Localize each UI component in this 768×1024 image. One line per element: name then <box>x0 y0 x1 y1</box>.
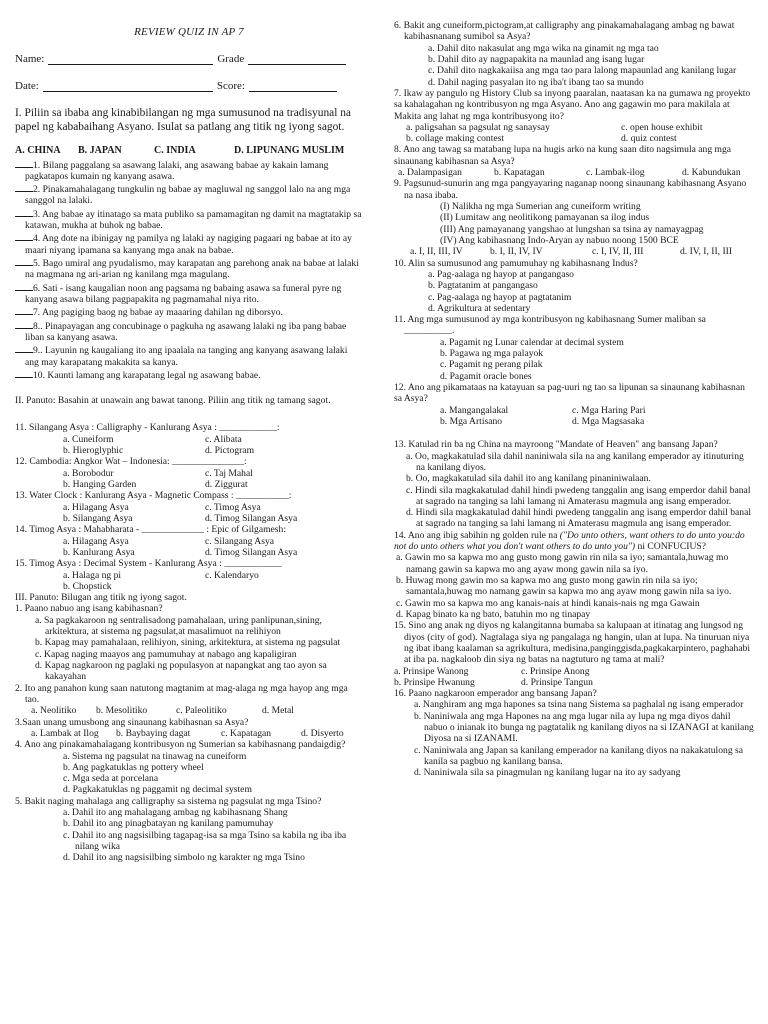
p3-question-6: 6. Bakit ang cuneiform,pictogram,at calligraphy ang pinakamahalagang ambag ng bawat kabihasnanang sumibol sa Asya? a. Dahil dito nakasulat ang mga wika na ginamit ng mga tao b. Dahil dito ay nagpapakita na maunlad ang isang lugar c. Dahil dito nagkakaiisa ang mga tao para lalong mapaunlad ang kanilang lugar d. Dahil naging pasyalan ito ng iba't ibang tao sa mundo <box>394 20 754 88</box>
date-label: Date: <box>15 79 39 92</box>
option[interactable]: a. I, II, III, IV <box>410 246 463 258</box>
part1-items <box>15 159 363 382</box>
page-title: REVIEW QUIZ IN AP 7 <box>134 26 244 38</box>
option[interactable]: c. Prinsipe Anong <box>521 665 590 677</box>
option[interactable]: c. Mga seda at porcelana <box>63 773 159 785</box>
name-grade-row <box>15 53 363 66</box>
option[interactable]: a. Lambak at Ilog <box>31 727 99 739</box>
question-11: 11. Silangang Asya : Calligraphy - Kanlurang Asya : ____________: a. Cuneiform c. Alibata b. Hieroglyphic d. Pictogram <box>15 422 363 456</box>
option[interactable]: b. Dahil ito ang pinagbatayan ng kanilang pamumuhay <box>63 818 274 830</box>
option[interactable]: d. Dahil naging pasyalan ito ng iba't ibang tao sa mundo <box>428 76 644 88</box>
option[interactable]: d. IV, I, II, III <box>680 246 733 258</box>
part1-item: 8.. Pinapayagan ang concubinage o pagkuha ng asawang lalaki ng iba pang babae liban sa kanyang asawa. <box>15 320 363 344</box>
option[interactable]: c. Mga Haring Pari <box>572 404 646 416</box>
option[interactable]: d. Timog Silangan Asya <box>205 512 298 524</box>
p3-question-8: 8. Ano ang tawag sa matabang lupa na hugis arko na kung saan dito nagsimula ang mga sinaunang kabihasnan sa Asya? a. Dalampasigan b. Kapatagan c. Lambak-ilog d. Kabundukan <box>394 144 754 178</box>
option[interactable]: a. Prinsipe Wanong <box>394 665 469 677</box>
option[interactable]: a. Gawin mo sa kapwa mo ang gusto mong gawin rin nila sa iyo; samantala,huwag mo namang gawin sa kapwa mo ang ayaw mong gawin nila sa iyo. <box>396 552 729 575</box>
part1-item: 6. Sati - isang kaugalian noon ang pagsama ng babaing asawa sa funeral pyre ng kanyang asawa bilang pagpapakita ng pagmamahal niya rito. <box>15 282 363 306</box>
option[interactable]: c. Alibata <box>205 433 242 445</box>
option[interactable]: b. collage making contest <box>406 133 505 145</box>
part1-choices <box>15 145 363 157</box>
option[interactable]: d. Kabundukan <box>682 167 741 179</box>
option[interactable]: d. Prinsipe Tangun <box>521 676 593 688</box>
option[interactable]: c. open house exhibit <box>621 121 703 133</box>
option[interactable]: d. Ziggurat <box>205 479 248 491</box>
event: (III) Ang pamayanang yangshao at lungshan sa tsina ay namayagpag <box>440 223 704 235</box>
question-12: 12. Cambodia: Angkor Wat – Indonesia: _______________: a. Borobodur c. Taj Mahal b. Hanging Garden d. Ziggurat <box>15 456 363 490</box>
option[interactable]: b. Dahil dito ay nagpapakita na maunlad ang isang lugar <box>428 53 645 65</box>
option[interactable]: c. Silangang Asya <box>205 535 275 547</box>
name-field[interactable] <box>48 53 213 65</box>
option[interactable]: a. Nanghiram ang mga hapones sa tsina nang Sistema sa paghalal ng isang emperador <box>414 699 744 711</box>
choice-c: C. INDIA <box>154 144 196 156</box>
part1-item: 10. Kaunti lamang ang karapatang legal ng asawang babae. <box>15 369 363 381</box>
p3-question-9: 9. Pagsunud-sunurin ang mga pangyayaring naganap noong sinaunang kabihasnang Asyano na nasa ibaba. (I) Nalikha ng mga Sumerian ang cuneiform writing (II) Lumitaw ang neolitikong pamayanan sa ilog indus (III) Ang pamayanang yangshao at lungshan sa tsina ay namayagpag (IV) Ang kabihasnang Indo-Aryan ay nabuo noong 1500 BCE a. I, II, III, IV b. I, II, IV, IV c. I, IV, II, III d. IV, I, II, III <box>394 178 754 257</box>
option[interactable]: c. Hindi sila magkakatulad dahil hindi pwedeng tanggalin ang isang emperdor dahil banal at sagrado na tanging sa lahi lamang ni Amaterasu magmula ang isang emperador. <box>406 484 751 507</box>
option[interactable]: d. Hindi sila magkakatulad dahil hindi pwedeng tanggalin ang isang emperdor dahil banal at sagrado na tanging sa lahi lamang ni Amaterasu magmula ang isang emperador. <box>406 507 752 530</box>
answer-blank[interactable] <box>15 306 33 315</box>
option[interactable]: b. Kapatagan <box>494 167 545 179</box>
option[interactable]: b. I, II, IV, IV <box>490 246 543 258</box>
question-13: 13. Water Clock : Kanlurang Asya - Magnetic Compass : ___________: a. Hilagang Asya c. Timog Asya b. Silangang Asya d. Timog Silangan Asya <box>15 490 363 524</box>
option[interactable]: a. Hilagang Asya <box>63 535 129 547</box>
p3-question-15: 15. Sino ang anak ng diyos ng kalangitanna bumaba sa kalupaan at itinatag ang lungsod ng diyos (city of god). Nagtalaga siya ng pangalaga ng hangin, ulan at lupa. Na tinuruan niya ng ibat ibang kaalaman sa agrikultura, medisina,panginggisda,pagkakarpintero, paghahabi at iba pa. nagkaloob din siya ng batas na nagtuturo ng tama at mali? a. Prinsipe Wanong c. Prinsipe Anong b. Prinsipe Hwanung d. Prinsipe Tangun <box>394 620 754 688</box>
answer-blank[interactable] <box>15 320 33 329</box>
answer-blank[interactable] <box>15 344 33 353</box>
option[interactable]: c. Gawin mo sa kapwa mo ang kanais-nais at hindi kanais-nais ng mga Gawain <box>396 597 700 609</box>
left-column <box>15 0 363 864</box>
event: (II) Lumitaw ang neolitikong pamayanan sa ilog indus <box>440 212 650 224</box>
option[interactable]: c. Timog Asya <box>205 501 261 513</box>
part1-item: 4. Ang dote na ibinigay ng pamilya ng lalaki ay nagiging pagaari ng babae at ito ay maari niyang ipamana sa kanyang mga anak na babae. <box>15 232 363 256</box>
option[interactable]: c. Dahil dito nagkakaiisa ang mga tao para lalong mapaunlad ang kanilang lugar <box>428 65 737 77</box>
option[interactable]: c. Pag-aalaga ng hayop at pagtatanim <box>428 291 572 303</box>
answer-blank[interactable] <box>15 208 33 217</box>
option[interactable]: b. Pagawa ng mga palayok <box>440 348 544 360</box>
option[interactable]: b. Hanging Garden <box>63 479 137 491</box>
option[interactable]: a. Dahil ito ang mahalagang ambag ng kabihasnang Shang <box>63 807 288 819</box>
right-column <box>394 20 754 779</box>
option[interactable]: b. Mesolitiko <box>96 705 148 717</box>
part2-items <box>15 422 363 592</box>
option[interactable]: c. Naniniwala ang Japan sa kanilang emperador na kanilang diyos na nakakatulong sa kanila sa pagbuo ng kanilang bansa. <box>414 744 744 767</box>
option[interactable]: a. Halaga ng pi <box>63 569 122 581</box>
option[interactable]: d. Mga Magsasaka <box>572 415 645 427</box>
option[interactable]: d. quiz contest <box>621 133 677 145</box>
score-label: Score: <box>216 79 245 92</box>
name-label: Name: <box>15 52 45 65</box>
choice-b: B. JAPAN <box>78 144 122 156</box>
part1-item: 1. Bilang paggalang sa asawang lalaki, ang asawang babae ay kakain lamang pagkatapos kumain ng kanyang asawa. <box>15 159 363 183</box>
option[interactable]: a. Cuneiform <box>63 433 114 445</box>
p3-question-16: 16. Paano nagkaroon emperador ang bansang Japan? a. Nanghiram ang mga hapones sa tsina nang Sistema sa paghalal ng isang emperador b. Naniniwala ang mga Hapones na ang mga lugar nila ay lupa ng mga diyos dahil nabuo o inianak ito bunga ng pagtatalik ng kanilang diyos na si IZANAGI at kanilang Diyosa na si IZANAMI. c. Naniniwala ang Japan sa kanilang emperador na kanilang diyos na nakakatulong sa kanila sa pagbuo ng kanilang bansa. d. Naniniwala sila sa pinagmulan ng kanilang lugar na ito ay sadyang <box>394 688 754 779</box>
p3-question-7: 7. Ikaw ay pangulo ng History Club sa inyong paaralan, naatasan ka na gumawa ng proyekto sa kahalagahan ng kontribusyon ng mga Asyano. Ano ang gagawin mo para makilala at Makita ang lahat ng mga kontribusyong ito? a. paligsahan sa pagsulat ng sanaysay c. open house exhibit b. collage making contest d. quiz contest <box>394 88 754 145</box>
option[interactable]: a. Oo, magkakatulad sila dahil naniniwala sila na ang kanilang emperador ay itinuturing na kanilang diyos. <box>406 450 744 473</box>
p3-question-3: 3.Saan unang umusbong ang sinaunang kabihasnan sa Asya? a. Lambak at Ilog b. Baybaying dagat c. Kapatagan d. Disyerto <box>15 717 363 740</box>
answer-blank[interactable] <box>15 282 33 291</box>
option[interactable]: c. Kalendaryo <box>205 569 259 581</box>
option[interactable]: a. Sistema ng pagsulat na tinawag na cuneiform <box>63 750 247 762</box>
option[interactable]: a. Dalampasigan <box>398 167 462 179</box>
option[interactable]: a. Dahil dito nakasulat ang mga wika na ginamit ng mga tao <box>428 42 659 54</box>
option[interactable]: c. Kapatagan <box>221 727 272 739</box>
p3-question-14: 14. Ano ang ibig sabihin ng golden rule na ("Do unto others, want others to do unto you:do not do unto others what you don't want others to do unto you") ni CONFUCIUS? a. Gawin mo sa kapwa mo ang gusto mong gawin rin nila sa iyo; samantala,huwag mo namang gawin sa kapwa mo ang ayaw mong gawin nila sa iyo. b. Huwag mong gawin mo sa kapwa mo ang gusto mong gawin rin nila sa iyo; samantala,huwag mo namang gawin sa kapwa mo ang ayaw mong gawin nila sa iyo. c. Gawin mo sa kapwa mo ang kanais-nais at hindi kanais-nais ng mga Gawain d. Kapag binato ka ng bato, batuhin mo ng tinapay <box>394 530 754 621</box>
p3-question-4: 4. Ano ang pinakamahalagang kontribusyon ng Sumerian sa kabihasnang pandaigdig? a. Sistema ng pagsulat na tinawag na cuneiform b. Ang pagkatuklas ng pottery wheel c. Mga seda at porcelana d. Pagkakatuklas ng paggamit ng decimal system <box>15 739 363 796</box>
option[interactable]: d. Dahil ito ang nagsisilbing simbolo ng karakter ng mga Tsino <box>63 852 305 864</box>
option[interactable]: d. Pagamit oracle bones <box>440 370 532 382</box>
option[interactable]: d. Kapag nagkaroon ng paglaki ng populasyon at napangkat ang tao ayon sa kakayahan <box>35 660 327 683</box>
part1-instruction: I. Piliin sa ibaba ang kinabibilangan ng mga sumusunod na tradisyunal na papel ng kababaihang Asyano. Isulat sa patlang ang titik ng iyong sagot. <box>15 106 351 133</box>
option[interactable]: d. Naniniwala sila sa pinagmulan ng kanilang lugar na ito ay sadyang <box>414 767 681 779</box>
option[interactable]: b. Prinsipe Hwanung <box>394 676 475 688</box>
part3-instruction: III. Panuto: Bilugan ang titik ng iyong sagot. <box>15 592 187 604</box>
answer-blank[interactable] <box>15 232 33 241</box>
p3-question-12: 12. Ano ang pikamataas na katayuan sa pag-uuri ng tao sa lipunan sa sinaunang kabihasnan sa Asya? a. Mangangalakal c. Mga Haring Pari b. Mga Artisano d. Mga Magsasaka <box>394 382 754 427</box>
choice-a: A. CHINA <box>15 144 61 156</box>
option[interactable]: c. I, IV, II, III <box>592 246 644 258</box>
part1-item: 9.. Layunin ng kaugaliang ito ang ipaalala na tanging ang kanyang asawang lalaki ang may karapatang makakita sa kanya. <box>15 344 363 368</box>
p3-question-5: 5. Bakit naging mahalaga ang calligraphy sa sistema ng pagsulat ng mga Tsino? a. Dahil ito ang mahalagang ambag ng kabihasnang Shang b. Dahil ito ang pinagbatayan ng kanilang pamumuhay c. Dahil ito ang nagsisilbing tagapag-isa sa mga Tsino sa kabila ng iba iba nilang wika d. Dahil ito ang nagsisilbing simbolo ng karakter ng mga Tsino <box>15 796 363 864</box>
grade-field[interactable] <box>248 53 346 65</box>
option[interactable]: d. Pagkakatuklas ng paggamit ng decimal system <box>63 784 252 796</box>
question-15: 15. Timog Asya : Decimal System - Kanlurang Asya : ____________ a. Halaga ng pi c. Kalendaryo b. Chopstick <box>15 558 363 592</box>
p3-question-1: 1. Paano nabuo ang isang kabihasnan? a. Sa pagkakaroon ng sentralisadong pamahalaan, uring panlipunan,sining, arkitektura, at sistema ng pagsulat,at masalimuot na relihiyon b. Kapag may pamahalaan, relihiyon, sining, arkitektura, at sistema ng pagsulat c. Kapag naging maayos ang pamumuhay at nabago ang kapaligiran d. Kapag nagkaroon ng paglaki ng populasyon at napangkat ang tao ayon sa kakayahan <box>15 603 363 682</box>
option[interactable]: b. Huwag mong gawin mo sa kapwa mo ang gusto mong gawin rin nila sa iyo; samantala,huwag mo namang gawin sa kapwa mo ang ayaw mong gawin nila sa iyo. <box>396 575 732 598</box>
option[interactable]: b. Hieroglyphic <box>63 445 124 457</box>
part2-instruction: II. Panuto: Basahin at unawain ang bawat tanong. Piliin ang titik ng tamang sagot. <box>15 395 331 407</box>
option[interactable]: a. Sa pagkakaroon ng sentralisadong pamahalaan, uring panlipunan,sining, arkitektura, at sistema ng pagsulat,at masalimuot na relihiyon <box>35 614 322 638</box>
part1-item: 3. Ang babae ay itinatago sa mata publiko sa pamamagitan ng damit na magtatakip sa katawan, mukha at buhok ng babae. <box>15 208 363 232</box>
option[interactable]: c. Dahil ito ang nagsisilbing tagapag-isa sa mga Tsino sa kabila ng iba iba nilang wika <box>63 829 347 853</box>
answer-blank[interactable] <box>15 183 33 192</box>
answer-blank[interactable] <box>15 257 33 266</box>
date-score-row <box>15 80 363 93</box>
p3-question-11: 11. Ang mga sumusunod ay mga kontribusyon ng kabihasnang Sumer maliban sa __________. a. Pagamit ng Lunar calendar at decimal system b. Pagawa ng mga palayok c. Pagamit ng perang pilak d. Pagamit oracle bones <box>394 314 754 382</box>
option[interactable]: a. Mangangalakal <box>440 404 509 416</box>
option[interactable]: d. Disyerto <box>301 727 344 739</box>
option[interactable]: d. Metal <box>262 705 294 717</box>
choice-d: D. LIPUNANG MUSLIM <box>234 144 345 156</box>
option[interactable]: b. Mga Artisano <box>440 415 503 427</box>
option[interactable]: a. Borobodur <box>63 467 114 479</box>
question-14: 14. Timog Asya : Mahabharata - _____________ : Epic of Gilgamesh: a. Hilagang Asya c. Silangang Asya b. Kanlurang Asya d. Timog Silangan Asya <box>15 524 363 558</box>
part1-item: 5. Bago umiral ang pyudalismo, may karapatan ang parehong anak na babae at lalaki na magmana ng ari-arian ng kanilang mga magulang. <box>15 257 363 281</box>
answer-blank[interactable] <box>15 369 33 378</box>
option[interactable]: a. Neolitiko <box>31 705 77 717</box>
answer-blank[interactable] <box>15 159 33 168</box>
option[interactable]: d. Pictogram <box>205 445 255 457</box>
option[interactable]: a. Pag-aalaga ng hayop at pangangaso <box>428 268 574 280</box>
option[interactable] <box>205 581 363 592</box>
p3-question-10: 10. Alin sa sumusunod ang pamumuhay ng kabihasnang Indus? a. Pag-aalaga ng hayop at pangangaso b. Pagtatanim at pangangaso c. Pag-aalaga ng hayop at pagtatanim d. Agrikultura at sedentary <box>394 258 754 315</box>
option[interactable]: c. Kapag naging maayos ang pamumuhay at nabago ang kapaligiran <box>35 648 297 660</box>
grade-label: Grade <box>217 52 245 65</box>
option[interactable]: c. Lambak-ilog <box>586 167 645 179</box>
option[interactable]: b. Naniniwala ang mga Hapones na ang mga lugar nila ay lupa ng mga diyos dahil nabuo o inianak ito bunga ng pagtatalik ng kanilang diyos na si IZANAGI at kanilang Diyosa na si IZANAMI. <box>414 710 754 745</box>
option[interactable]: b. Kapag may pamahalaan, relihiyon, sining, arkitektura, at sistema ng pagsulat <box>35 637 341 649</box>
option[interactable]: d. Timog Silangan Asya <box>205 546 298 558</box>
option[interactable]: b. Chopstick <box>63 580 112 592</box>
date-field[interactable] <box>43 80 213 92</box>
option[interactable]: a. paligsahan sa pagsulat ng sanaysay <box>406 121 550 133</box>
p3-question-13: 13. Katulad rin ba ng China na mayroong "Mandate of Heaven" ang bansang Japan? a. Oo, magkakatulad sila dahil naniniwala sila na ang kanilang emperador ay itinuturing na kanilang diyos. b. Oo, magkakatulad sila dahil ito ang kanilang pinaniniwalaan. c. Hindi sila magkakatulad dahil hindi pwedeng tanggalin ang isang emperdor dahil banal at sagrado na tanging sa lahi lamang ni Amaterasu magmula ang isang emperador. d. Hindi sila magkakatulad dahil hindi pwedeng tanggalin ang isang emperdor dahil banal at sagrado na tanging sa lahi lamang ni Amaterasu magmula ang isang emperador. <box>394 439 754 530</box>
event: (IV) Ang kabihasnang Indo-Aryan ay nabuo noong 1500 BCE <box>440 234 679 246</box>
p3-question-2: 2. Ito ang panahon kung saan natutong magtanim at mag-alaga ng mga hayop ang mga tao. a. Neolitiko b. Mesolitiko c. Paleolitiko d. Metal <box>15 683 363 717</box>
option[interactable]: b. Oo, magkakatulad sila dahil ito ang kanilang pinaniniwalaan. <box>406 473 651 485</box>
option[interactable]: a. Hilagang Asya <box>63 501 129 513</box>
event: (I) Nalikha ng mga Sumerian ang cuneiform writing <box>440 201 641 212</box>
option[interactable]: c. Pagamit ng perang pilak <box>440 359 543 371</box>
option[interactable]: d. Agrikultura at sedentary <box>428 302 531 314</box>
option[interactable]: b. Ang pagkatuklas ng pottery wheel <box>63 761 204 773</box>
option[interactable]: c. Taj Mahal <box>205 467 253 479</box>
option[interactable]: b. Pagtatanim at pangangaso <box>428 280 538 292</box>
option[interactable]: b. Silangang Asya <box>63 512 133 524</box>
option[interactable]: b. Baybaying dagat <box>116 727 191 739</box>
part1-item: 2. Pinakamahalagang tungkulin ng babae ay magluwal ng sanggol lalo na ang mga sanggol na lalaki. <box>15 183 363 207</box>
option[interactable]: a. Pagamit ng Lunar calendar at decimal system <box>440 336 624 348</box>
part1-item: 7. Ang pagiging baog ng babae ay maaaring dahilan ng diborsyo. <box>15 306 363 318</box>
option[interactable]: d. Kapag binato ka ng bato, batuhin mo ng tinapay <box>396 608 591 620</box>
option[interactable]: c. Paleolitiko <box>176 705 227 717</box>
option[interactable]: b. Kanlurang Asya <box>63 546 135 558</box>
score-field[interactable] <box>249 80 337 92</box>
